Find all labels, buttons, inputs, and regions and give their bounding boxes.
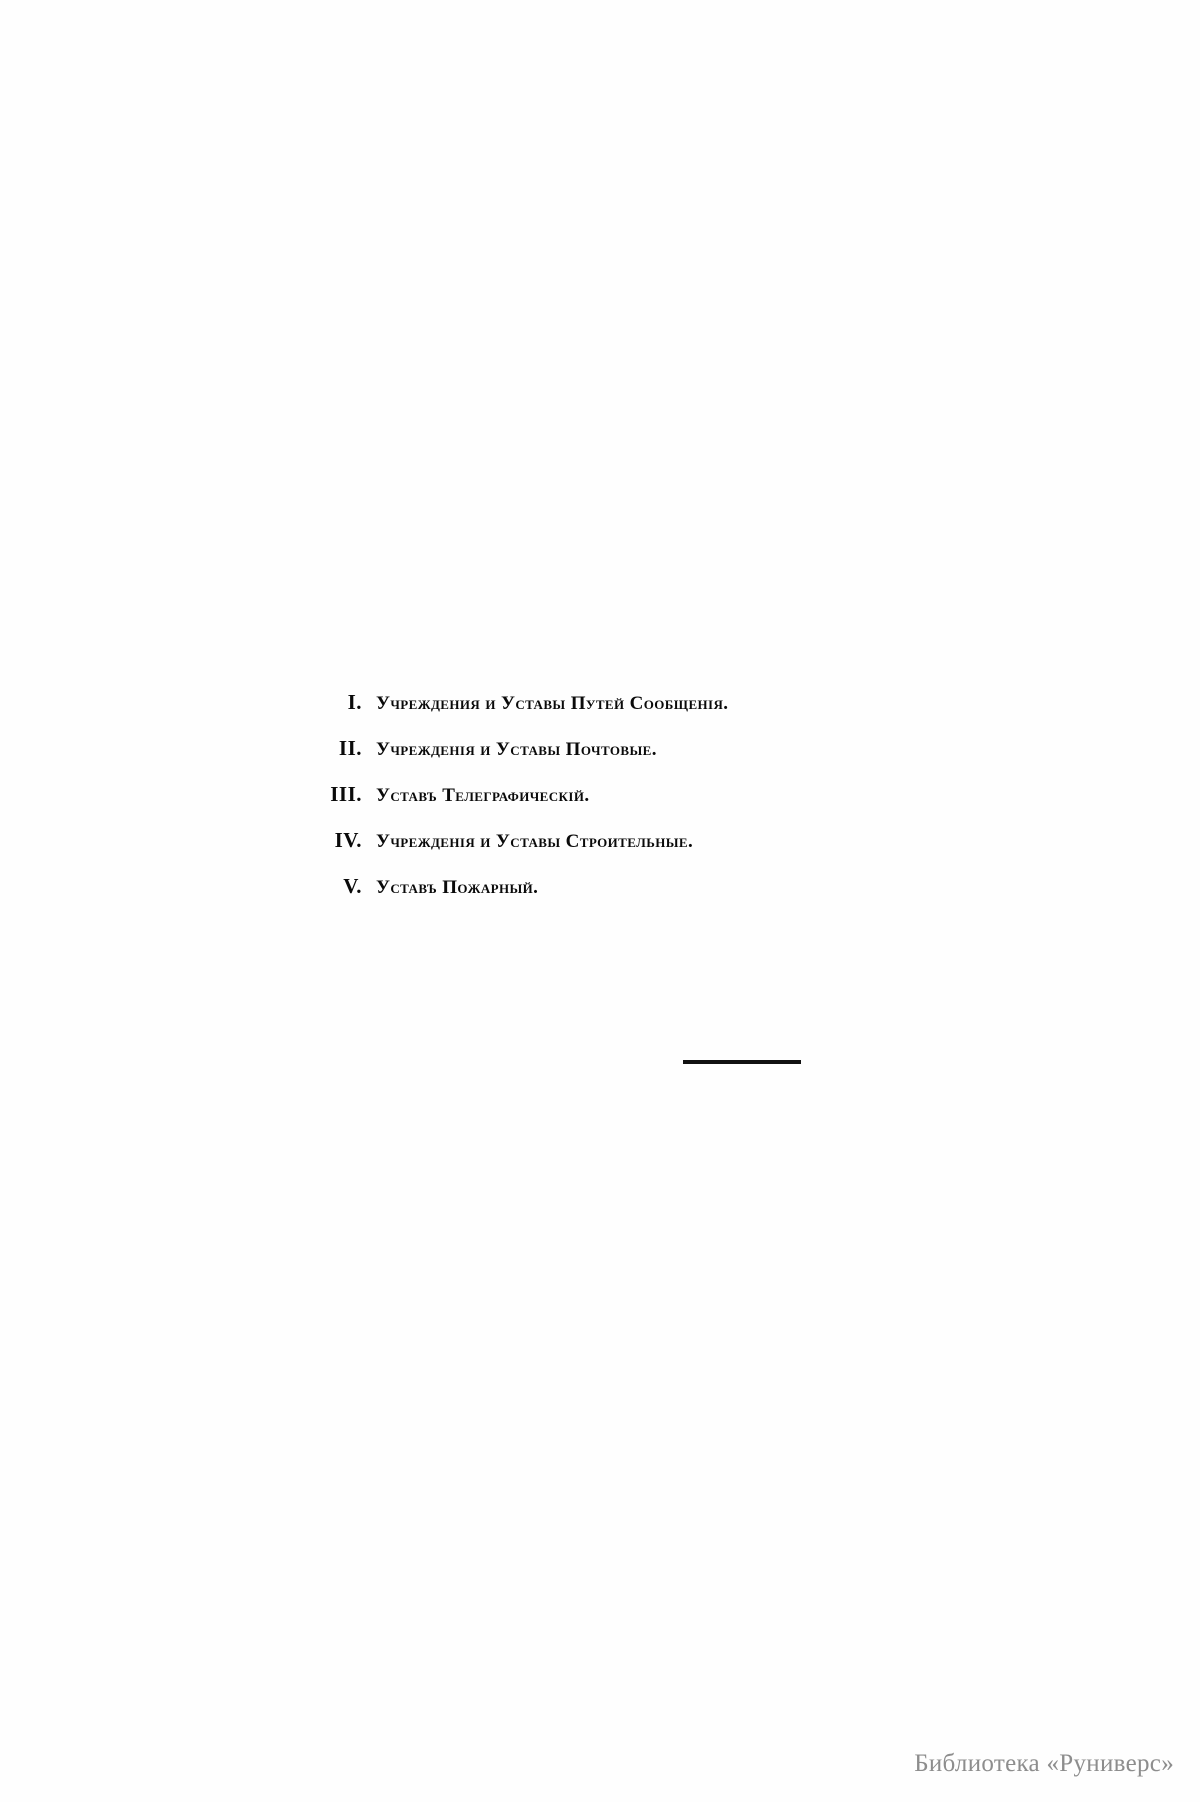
list-item [300, 736, 920, 761]
toc-numeral: V. [343, 874, 362, 898]
list-item [300, 782, 920, 807]
toc-label: Уставъ Телеграфическiй. [376, 785, 590, 806]
toc-numeral: IV. [334, 828, 362, 852]
list-item [300, 690, 920, 715]
toc-label: Уставъ Пожарный. [376, 877, 539, 898]
toc-label: Учрежденiя и Уставы Почтовые. [376, 739, 657, 760]
toc-label: Учреждения и Уставы Путей Сообщенiя. [376, 693, 729, 714]
list-item [300, 828, 920, 853]
decorative-divider [683, 1060, 801, 1064]
toc-label: Учрежденiя и Уставы Строительные. [376, 831, 694, 852]
library-watermark: Библиотека «Руниверс» [914, 1750, 1174, 1777]
toc-numeral: III. [330, 782, 362, 806]
toc-numeral: II. [338, 736, 362, 760]
toc-numeral: I. [347, 690, 362, 714]
list-item [300, 874, 920, 899]
table-of-contents [300, 690, 920, 920]
